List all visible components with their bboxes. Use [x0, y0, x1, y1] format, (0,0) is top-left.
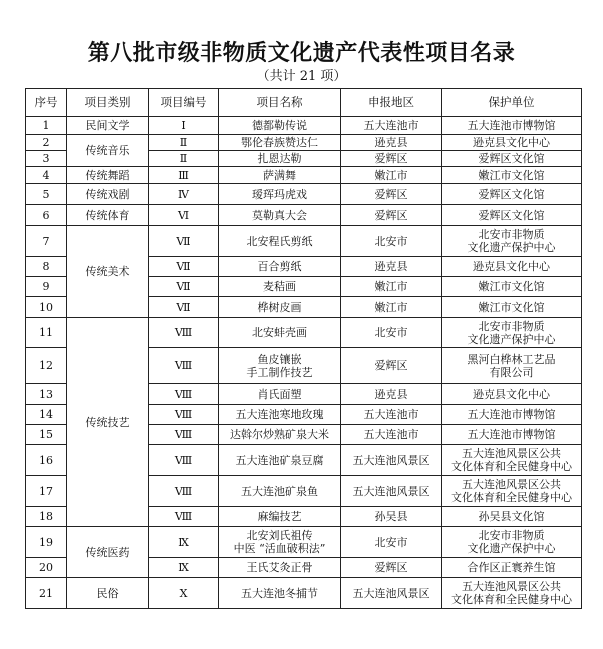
cell-code: Ⅱ [149, 135, 219, 151]
cell-unit: 北安市非物质 文化遗产保护中心 [442, 226, 582, 257]
cell-code: Ⅷ [149, 384, 219, 405]
cell-unit: 五大连池市博物馆 [442, 405, 582, 425]
cell-code: Ⅷ [149, 318, 219, 348]
cell-region: 逊克县 [341, 384, 442, 405]
cell-number: 11 [26, 318, 67, 348]
cell-code: Ⅸ [149, 527, 219, 558]
cell-unit: 逊克县文化中心 [442, 135, 582, 151]
cell-unit: 五大连池风景区公共 文化体育和全民健身中心 [442, 578, 582, 609]
cell-unit: 逊克县文化中心 [442, 384, 582, 405]
cell-unit: 黑河白桦林工艺品 有限公司 [442, 348, 582, 384]
cell-category: 传统医药 [67, 527, 149, 578]
cell-name: 桦树皮画 [219, 297, 341, 318]
cell-number: 21 [26, 578, 67, 609]
cell-unit: 五大连池市博物馆 [442, 117, 582, 135]
cell-name: 北安蚌壳画 [219, 318, 341, 348]
cell-code: Ⅹ [149, 578, 219, 609]
cell-code: Ⅷ [149, 507, 219, 527]
cell-name: 五大连池冬捕节 [219, 578, 341, 609]
cell-category: 传统音乐 [67, 135, 149, 167]
cell-unit: 五大连池风景区公共 文化体育和全民健身中心 [442, 445, 582, 476]
cell-unit: 爱辉区文化馆 [442, 184, 582, 205]
table-row [26, 205, 582, 226]
cell-name: 瑷珲玛虎戏 [219, 184, 341, 205]
cell-number: 9 [26, 277, 67, 297]
cell-unit: 五大连池市博物馆 [442, 425, 582, 445]
cell-number: 10 [26, 297, 67, 318]
cell-category: 民间文学 [67, 117, 149, 135]
cell-name: 王氏艾灸正骨 [219, 558, 341, 578]
cell-number: 17 [26, 476, 67, 507]
cell-name: 扎恩达勒 [219, 151, 341, 167]
table-row [26, 318, 582, 348]
cell-region: 嫩江市 [341, 297, 442, 318]
cell-name: 萨满舞 [219, 167, 341, 184]
cell-region: 爱辉区 [341, 205, 442, 226]
cell-number: 20 [26, 558, 67, 578]
cell-region: 五大连池风景区 [341, 445, 442, 476]
cell-number: 3 [26, 151, 67, 167]
cell-number: 14 [26, 405, 67, 425]
cell-code: Ⅶ [149, 297, 219, 318]
cell-unit: 孙吴县文化馆 [442, 507, 582, 527]
header-category: 项目类别 [67, 89, 149, 117]
header-number: 序号 [26, 89, 67, 117]
cell-number: 13 [26, 384, 67, 405]
cell-name: 鄂伦春族赞达仁 [219, 135, 341, 151]
cell-number: 7 [26, 226, 67, 257]
cell-category: 传统戏剧 [67, 184, 149, 205]
cell-unit: 嫩江市文化馆 [442, 277, 582, 297]
cell-region: 爱辉区 [341, 348, 442, 384]
cell-region: 嫩江市 [341, 277, 442, 297]
cell-unit: 合作区正寰养生馆 [442, 558, 582, 578]
cell-region: 五大连池市 [341, 405, 442, 425]
cell-name: 德都勒传说 [219, 117, 341, 135]
cell-region: 逊克县 [341, 257, 442, 277]
cell-unit: 逊克县文化中心 [442, 257, 582, 277]
cell-number: 18 [26, 507, 67, 527]
cell-unit: 五大连池风景区公共 文化体育和全民健身中心 [442, 476, 582, 507]
cell-name: 五大连池矿泉鱼 [219, 476, 341, 507]
header-unit: 保护单位 [442, 89, 582, 117]
header-region: 申报地区 [341, 89, 442, 117]
cell-number: 2 [26, 135, 67, 151]
table-row [26, 578, 582, 609]
cell-number: 16 [26, 445, 67, 476]
cell-unit: 爱辉区文化馆 [442, 205, 582, 226]
cell-number: 5 [26, 184, 67, 205]
cell-region: 五大连池风景区 [341, 476, 442, 507]
page-subtitle: （共计 21 项） [256, 69, 347, 84]
cell-code: Ⅷ [149, 405, 219, 425]
cell-region: 五大连池风景区 [341, 578, 442, 609]
cell-number: 1 [26, 117, 67, 135]
header-code: 项目编号 [149, 89, 219, 117]
table-header-row [26, 89, 582, 117]
cell-number: 4 [26, 167, 67, 184]
cell-region: 爱辉区 [341, 558, 442, 578]
cell-name: 莫勒真大会 [219, 205, 341, 226]
cell-code: Ⅸ [149, 558, 219, 578]
cell-region: 北安市 [341, 318, 442, 348]
cell-code: Ⅷ [149, 445, 219, 476]
cell-region: 五大连池市 [341, 117, 442, 135]
cell-region: 北安市 [341, 226, 442, 257]
table-row [26, 184, 582, 205]
cell-number: 12 [26, 348, 67, 384]
cell-unit: 爱辉区文化馆 [442, 151, 582, 167]
cell-region: 孙吴县 [341, 507, 442, 527]
cell-code: Ⅰ [149, 117, 219, 135]
cell-name: 麻编技艺 [219, 507, 341, 527]
table-row [26, 167, 582, 184]
cell-code: Ⅵ [149, 205, 219, 226]
cell-category: 传统体育 [67, 205, 149, 226]
heritage-table [25, 88, 582, 609]
cell-code: Ⅳ [149, 184, 219, 205]
cell-number: 15 [26, 425, 67, 445]
header-name: 项目名称 [219, 89, 341, 117]
cell-code: Ⅶ [149, 277, 219, 297]
cell-name: 北安程氏剪纸 [219, 226, 341, 257]
cell-code: Ⅷ [149, 425, 219, 445]
cell-code: Ⅷ [149, 348, 219, 384]
cell-code: Ⅶ [149, 257, 219, 277]
cell-name: 达斡尔炒熟矿泉大米 [219, 425, 341, 445]
cell-unit: 北安市非物质 文化遗产保护中心 [442, 527, 582, 558]
cell-code: Ⅶ [149, 226, 219, 257]
cell-name: 北安刘氏祖传 中医 “活血破积法” [219, 527, 341, 558]
cell-category: 传统技艺 [67, 318, 149, 527]
cell-unit: 嫩江市文化馆 [442, 167, 582, 184]
cell-category: 民俗 [67, 578, 149, 609]
page-title: 第八批市级非物质文化遗产代表性项目名录 [87, 41, 516, 66]
cell-region: 北安市 [341, 527, 442, 558]
cell-name: 肖氏面塑 [219, 384, 341, 405]
cell-code: Ⅱ [149, 151, 219, 167]
cell-region: 爱辉区 [341, 184, 442, 205]
cell-name: 百合剪纸 [219, 257, 341, 277]
cell-category: 传统美术 [67, 226, 149, 318]
cell-unit: 北安市非物质 文化遗产保护中心 [442, 318, 582, 348]
cell-region: 爱辉区 [341, 151, 442, 167]
cell-name: 麦秸画 [219, 277, 341, 297]
cell-region: 嫩江市 [341, 167, 442, 184]
cell-name: 五大连池矿泉豆腐 [219, 445, 341, 476]
cell-code: Ⅲ [149, 167, 219, 184]
cell-category: 传统舞蹈 [67, 167, 149, 184]
table-row [26, 117, 582, 135]
cell-number: 8 [26, 257, 67, 277]
cell-name: 鱼皮镶嵌 手工制作技艺 [219, 348, 341, 384]
cell-number: 6 [26, 205, 67, 226]
table-row [26, 226, 582, 257]
cell-region: 五大连池市 [341, 425, 442, 445]
cell-unit: 嫩江市文化馆 [442, 297, 582, 318]
table-row [26, 135, 582, 151]
cell-region: 逊克县 [341, 135, 442, 151]
table-row [26, 527, 582, 558]
cell-name: 五大连池寒地玫瑰 [219, 405, 341, 425]
cell-number: 19 [26, 527, 67, 558]
cell-code: Ⅷ [149, 476, 219, 507]
